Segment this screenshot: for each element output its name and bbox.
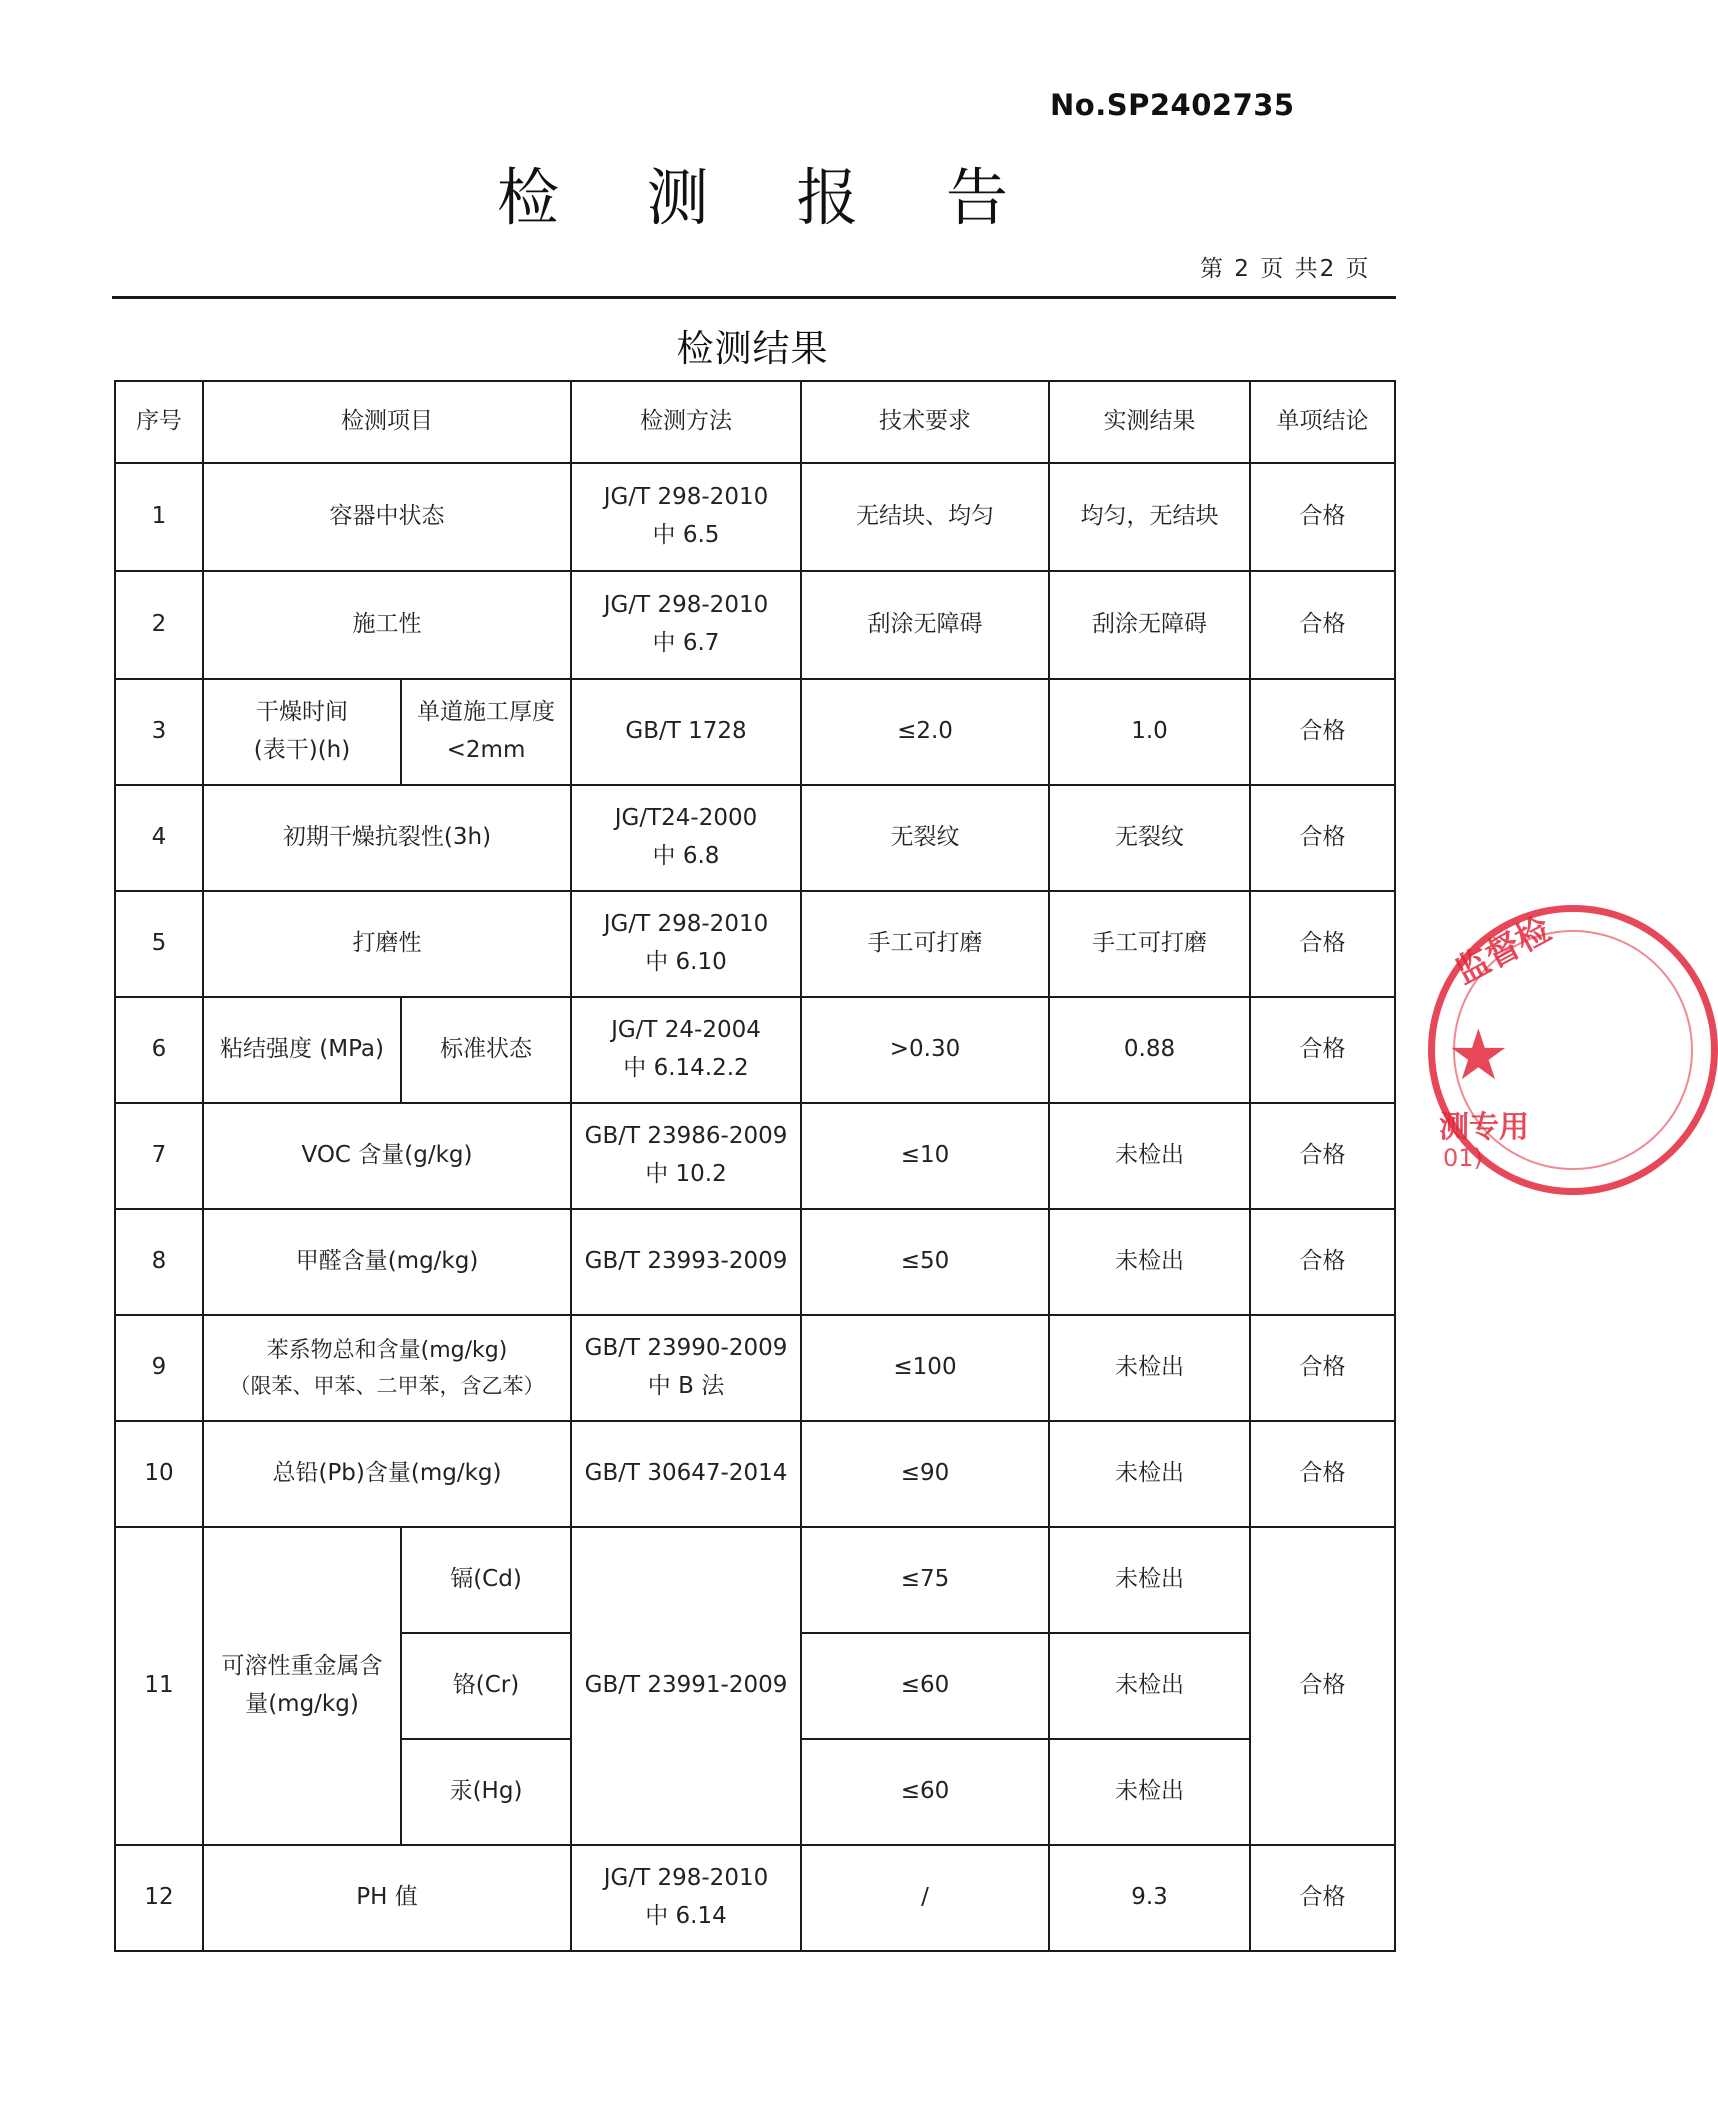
row-result: 1.0 (1049, 679, 1250, 785)
row-requirement: ≤60 (801, 1739, 1049, 1845)
row-requirement: ≤100 (801, 1315, 1049, 1421)
row-item: 施工性 (203, 571, 571, 679)
row-verdict: 合格 (1250, 785, 1395, 891)
row-item: 总铅(Pb)含量(mg/kg) (203, 1421, 571, 1527)
row-number: 1 (115, 463, 203, 571)
row-method: JG/T24-2000 中 6.8 (571, 785, 801, 891)
row-verdict: 合格 (1250, 1845, 1395, 1951)
row-verdict: 合格 (1250, 891, 1395, 997)
row-number: 2 (115, 571, 203, 679)
row-requirement: ≤75 (801, 1527, 1049, 1633)
header-cell-no: 序号 (115, 381, 203, 463)
row-method: GB/T 23990-2009 中 B 法 (571, 1315, 801, 1421)
row-method: JG/T 298-2010 中 6.10 (571, 891, 801, 997)
row-item: 甲醛含量(mg/kg) (203, 1209, 571, 1315)
row-result: 9.3 (1049, 1845, 1250, 1951)
table-row (115, 463, 1395, 571)
row-result: 未检出 (1049, 1421, 1250, 1527)
row-requirement: / (801, 1845, 1049, 1951)
row-result: 未检出 (1049, 1633, 1250, 1739)
table-header-row (115, 381, 1395, 463)
seal-text-top: 监督检 (1448, 909, 1558, 993)
row-requirement: 刮涂无障碍 (801, 571, 1049, 679)
row-verdict: 合格 (1250, 1315, 1395, 1421)
row-result: 刮涂无障碍 (1049, 571, 1250, 679)
row-result: 未检出 (1049, 1739, 1250, 1845)
report-number: No.SP2402735 (1050, 88, 1295, 122)
header-cell-result: 实测结果 (1049, 381, 1250, 463)
table-row (115, 1421, 1395, 1527)
header-cell-method: 检测方法 (571, 381, 801, 463)
table-row (115, 891, 1395, 997)
row-verdict: 合格 (1250, 1421, 1395, 1527)
row-subitem: 铬(Cr) (401, 1633, 571, 1739)
row-subitem: 镉(Cd) (401, 1527, 571, 1633)
row-number: 10 (115, 1421, 203, 1527)
seal-star-icon: ★ (1447, 1014, 1510, 1096)
row-verdict: 合格 (1250, 997, 1395, 1103)
row-result: 无裂纹 (1049, 785, 1250, 891)
row-subitem: 标准状态 (401, 997, 571, 1103)
row-requirement: ≤90 (801, 1421, 1049, 1527)
row-item: 可溶性重金属含 量(mg/kg) (203, 1527, 401, 1845)
row-subitem: 汞(Hg) (401, 1739, 571, 1845)
row-item: 打磨性 (203, 891, 571, 997)
row-number: 6 (115, 997, 203, 1103)
section-title: 检测结果 (676, 327, 829, 370)
header-rule (112, 296, 1396, 299)
row-requirement: 无裂纹 (801, 785, 1049, 891)
row-item: PH 值 (203, 1845, 571, 1951)
row-verdict: 合格 (1250, 1103, 1395, 1209)
row-requirement: ≤2.0 (801, 679, 1049, 785)
table-row (115, 1315, 1395, 1421)
table-row (115, 1845, 1395, 1951)
row-number: 7 (115, 1103, 203, 1209)
table-row (115, 1209, 1395, 1315)
page-indicator: 第 2 页 共2 页 (1200, 256, 1371, 282)
row-item: 干燥时间 (表干)(h) (203, 679, 401, 785)
row-method: GB/T 23986-2009 中 10.2 (571, 1103, 801, 1209)
row-result: 未检出 (1049, 1315, 1250, 1421)
row-verdict: 合格 (1250, 1527, 1395, 1845)
row-result: 未检出 (1049, 1103, 1250, 1209)
row-method: JG/T 24-2004 中 6.14.2.2 (571, 997, 801, 1103)
row-verdict: 合格 (1250, 1209, 1395, 1315)
row-result: 手工可打磨 (1049, 891, 1250, 997)
row-verdict: 合格 (1250, 679, 1395, 785)
table-row (115, 679, 1395, 785)
row-number: 4 (115, 785, 203, 891)
row-number: 5 (115, 891, 203, 997)
header-cell-item: 检测项目 (203, 381, 571, 463)
seal-code: 01) (1443, 1144, 1483, 1172)
row-verdict: 合格 (1250, 571, 1395, 679)
header-cell-requirement: 技术要求 (801, 381, 1049, 463)
row-requirement: ≤10 (801, 1103, 1049, 1209)
row-method: GB/T 23993-2009 (571, 1209, 801, 1315)
row-method: GB/T 30647-2014 (571, 1421, 801, 1527)
table-row (115, 1103, 1395, 1209)
row-number: 11 (115, 1527, 203, 1845)
row-requirement: >0.30 (801, 997, 1049, 1103)
table-row (115, 1527, 1395, 1633)
row-item: 粘结强度 (MPa) (203, 997, 401, 1103)
table-row (115, 997, 1395, 1103)
row-item: 容器中状态 (203, 463, 571, 571)
row-number: 12 (115, 1845, 203, 1951)
row-result: 0.88 (1049, 997, 1250, 1103)
header-cell-verdict: 单项结论 (1250, 381, 1395, 463)
row-requirement: ≤60 (801, 1633, 1049, 1739)
row-requirement: 无结块、均匀 (801, 463, 1049, 571)
table-row (115, 571, 1395, 679)
row-requirement: ≤50 (801, 1209, 1049, 1315)
row-result: 未检出 (1049, 1527, 1250, 1633)
row-item: 初期干燥抗裂性(3h) (203, 785, 571, 891)
table-row (115, 785, 1395, 891)
row-number: 8 (115, 1209, 203, 1315)
row-subitem: 单道施工厚度 <2mm (401, 679, 571, 785)
row-method: JG/T 298-2010 中 6.14 (571, 1845, 801, 1951)
row-number: 9 (115, 1315, 203, 1421)
row-method: JG/T 298-2010 中 6.5 (571, 463, 801, 571)
row-method: GB/T 23991-2009 (571, 1527, 801, 1845)
row-verdict: 合格 (1250, 463, 1395, 571)
row-item: VOC 含量(g/kg) (203, 1103, 571, 1209)
row-result: 未检出 (1049, 1209, 1250, 1315)
report-title: 检 测 报 告 (496, 161, 1043, 234)
row-method: GB/T 1728 (571, 679, 801, 785)
row-result: 均匀，无结块 (1049, 463, 1250, 571)
row-requirement: 手工可打磨 (801, 891, 1049, 997)
seal-text-bottom: 测专用 (1439, 1110, 1529, 1145)
results-table (114, 380, 1396, 1952)
row-method: JG/T 298-2010 中 6.7 (571, 571, 801, 679)
official-seal (1428, 905, 1718, 1195)
row-number: 3 (115, 679, 203, 785)
row-item: 苯系物总和含量(mg/kg) （限苯、甲苯、二甲苯，含乙苯） (203, 1315, 571, 1421)
